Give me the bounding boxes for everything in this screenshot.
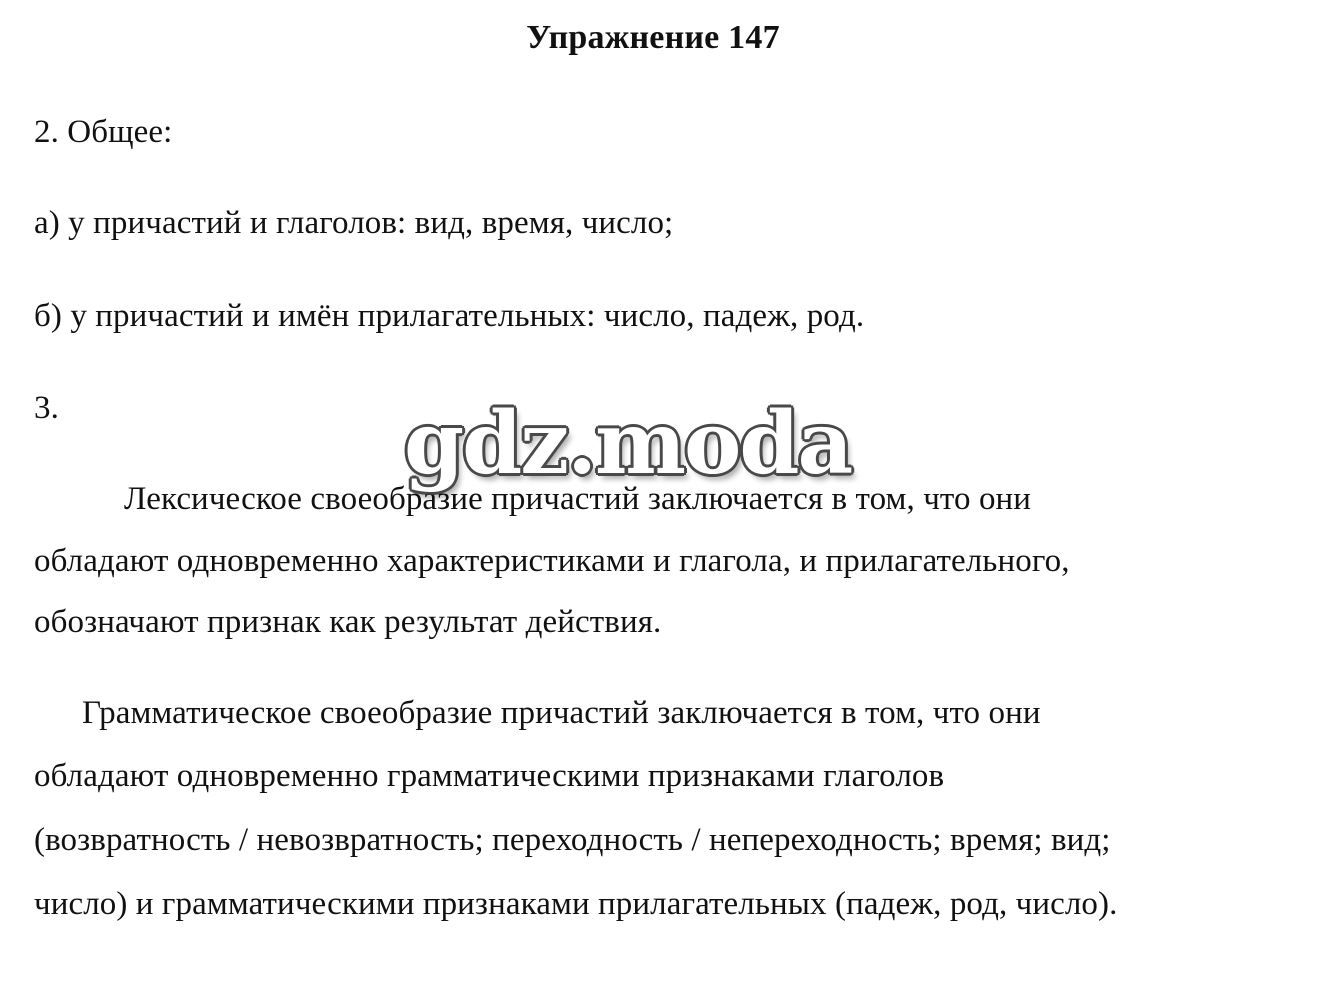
- item-b: б) у причастий и имён прилагательных: число, падеж, род.: [34, 298, 865, 334]
- paragraph-lexical-line-3: обозначают признак как результат действия.: [34, 604, 662, 640]
- paragraph-grammatical-line-4: число) и грамматическими признаками прилагательных (падеж, род, число).: [34, 886, 1118, 922]
- item-a: а) у причастий и глаголов: вид, время, число;: [34, 205, 674, 241]
- general-heading: 2. Общее:: [34, 114, 173, 150]
- paragraph-lexical-line-1: Лексическое своеобразие причастий заключается в том, что они: [124, 481, 1032, 517]
- paragraph-grammatical-line-1: Грамматическое своеобразие причастий заключается в том, что они: [82, 695, 1041, 731]
- paragraph-lexical-line-2: обладают одновременно характеристиками и глагола, и прилагательного,: [34, 543, 1070, 579]
- section-3-number: 3.: [34, 390, 59, 426]
- paragraph-grammatical-line-3: (возвратность / невозвратность; переходность / непереходность; время; вид;: [34, 822, 1111, 858]
- paragraph-grammatical-line-2: обладают одновременно грамматическими признаками глаголов: [34, 758, 945, 794]
- exercise-title: Упражнение 147: [526, 19, 780, 56]
- watermark-logo: gdz.moda: [404, 393, 852, 494]
